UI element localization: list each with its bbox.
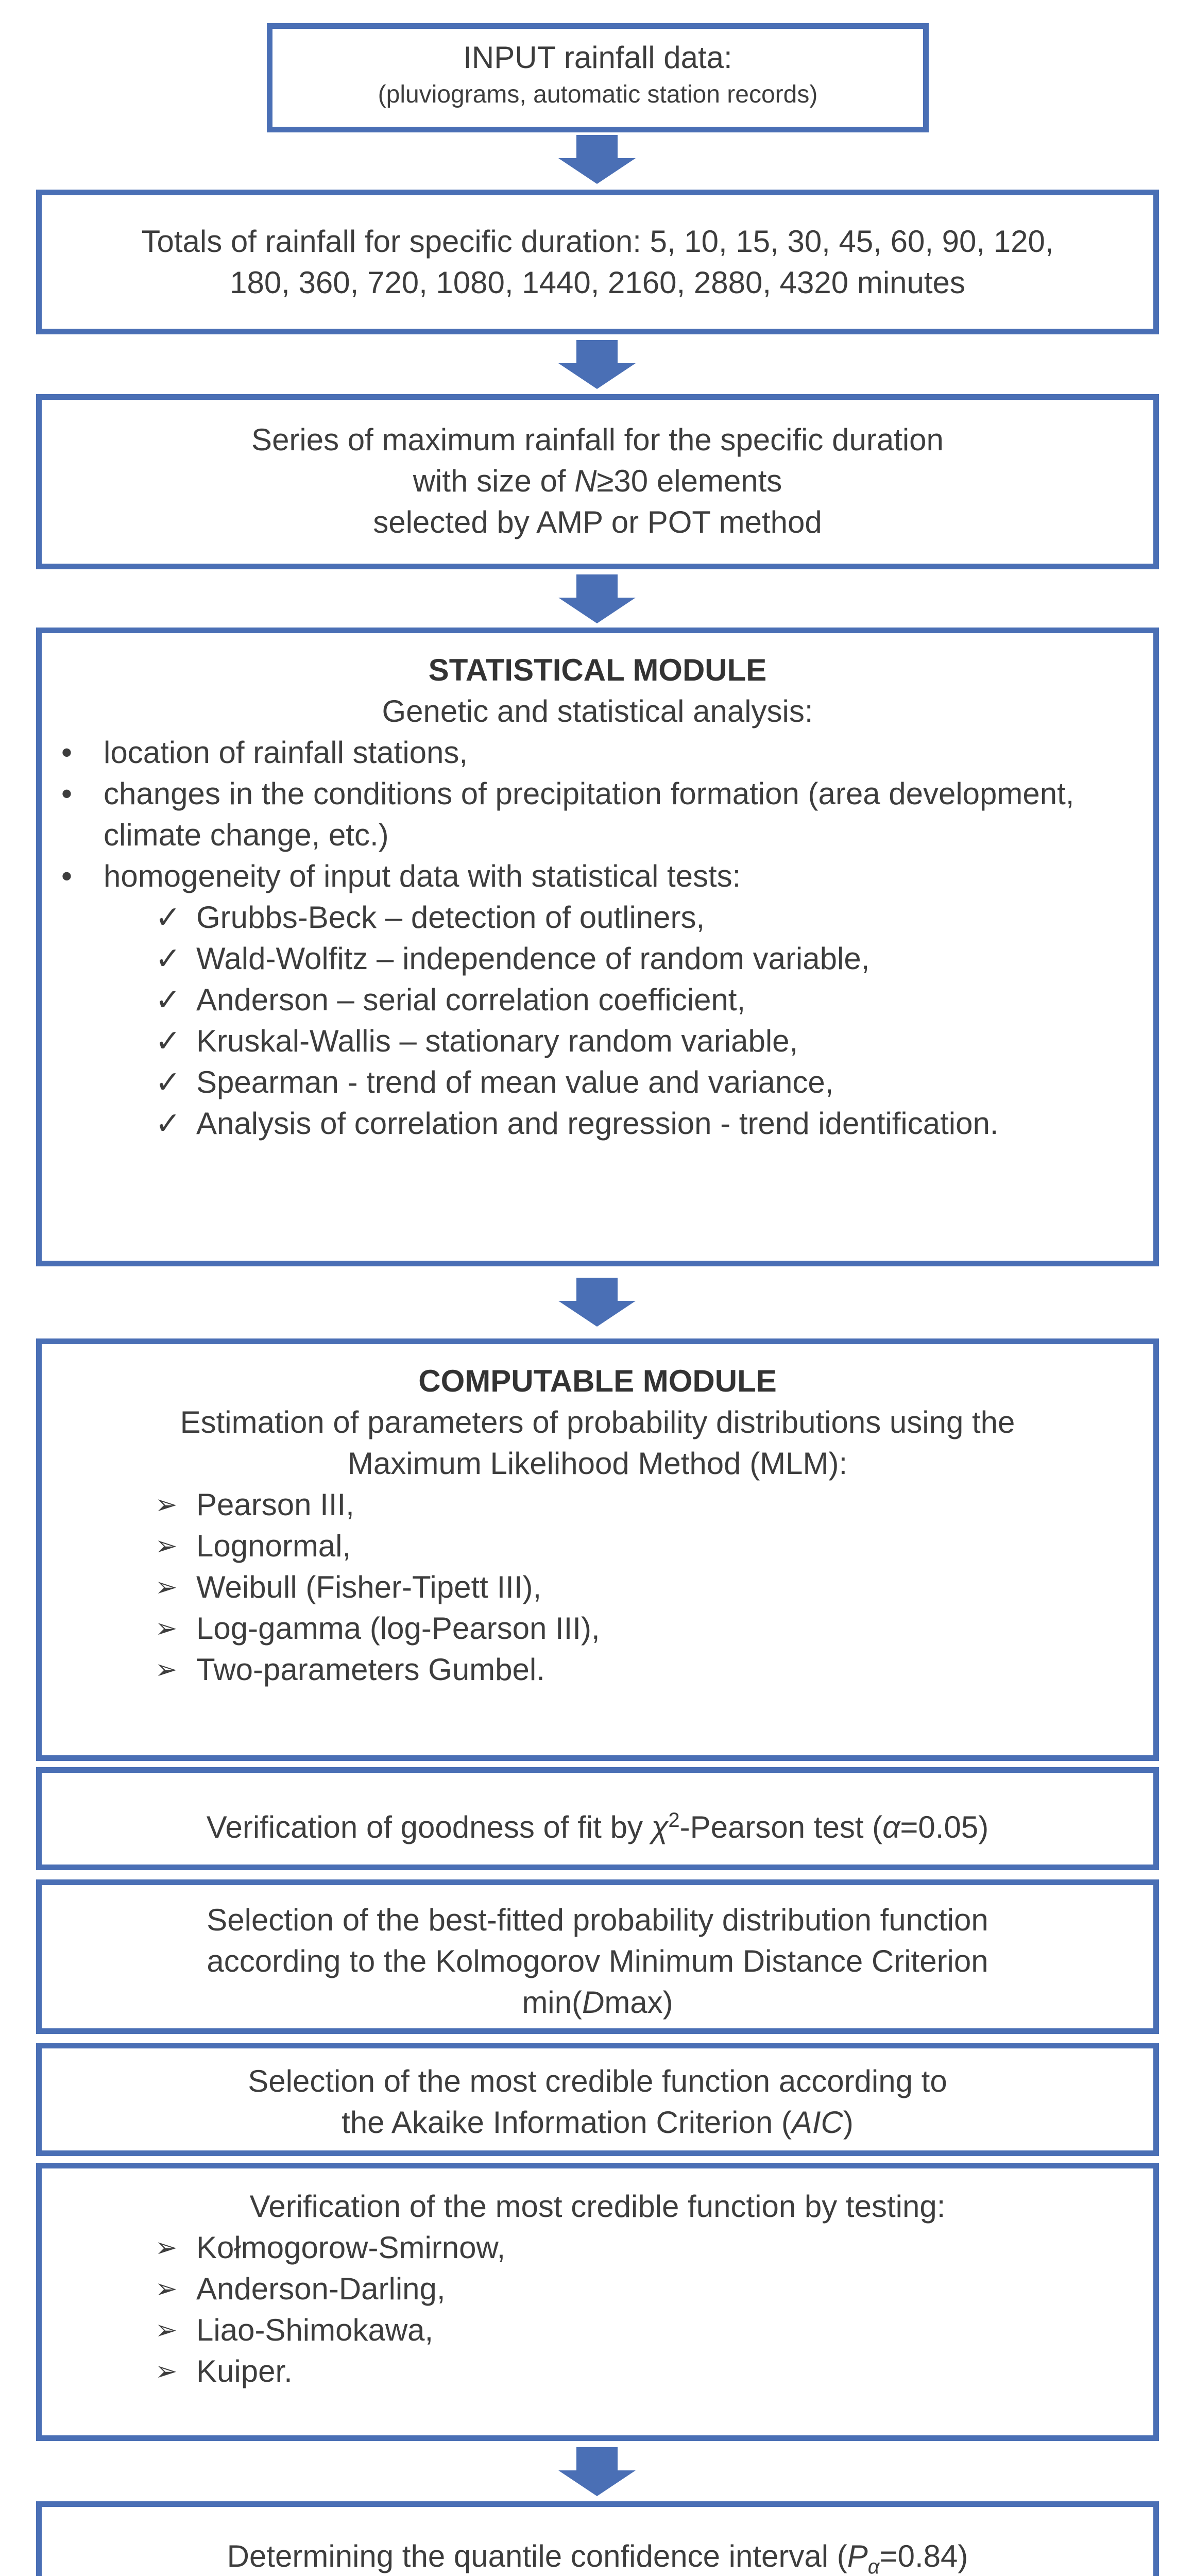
verification-text: Kuiper. [196, 2354, 293, 2388]
credible-var-aic: AIC [791, 2105, 843, 2140]
distribution-list [42, 1484, 1153, 1690]
input-subtitle: (pluviograms, automatic station records) [378, 81, 818, 108]
verification-title: Verification of the most credible function by testing: [249, 2189, 946, 2224]
distribution-text: Weibull (Fisher-Tipett III), [196, 1570, 542, 1604]
arrowhead-bullet-icon: ➢ [155, 1572, 178, 1602]
goodness-post: =0.05) [900, 1810, 989, 1844]
goodness-mid: -Pearson test ( [679, 1810, 883, 1844]
distribution-item [42, 1484, 1153, 1526]
quantile-var-p: P [847, 2539, 868, 2573]
check-icon: ✓ [155, 1024, 181, 1058]
check-icon: ✓ [155, 1106, 181, 1141]
bullet-icon: • [61, 859, 73, 893]
input-title: INPUT rainfall data: [463, 40, 732, 75]
bullet-icon: • [61, 776, 73, 811]
bullet-text: homogeneity of input data with statistical tests: [104, 859, 741, 893]
credible-function-box [36, 2043, 1159, 2156]
series-line-2-post: ≥30 elements [596, 464, 782, 498]
statistical-tests [42, 897, 1153, 1144]
bullet-text: location of rainfall stations, [104, 735, 468, 770]
down-arrow-icon [558, 340, 636, 389]
quantile-post: =0.84) [879, 2539, 968, 2573]
series-box [36, 394, 1159, 569]
computable-line-1: Estimation of parameters of probability distributions using the [180, 1405, 1015, 1439]
check-icon: ✓ [155, 941, 181, 976]
totals-line-1: Totals of rainfall for specific duration: 5, 10, 15, 30, 45, 60, 90, 120, [141, 224, 1054, 259]
distribution-text: Log-gamma (log-Pearson III), [196, 1611, 600, 1646]
arrowhead-bullet-icon: ➢ [155, 2233, 178, 2263]
series-line-1: Series of maximum rainfall for the specific duration [251, 422, 944, 457]
best-fit-line-2: according to the Kolmogorov Minimum Distance Criterion [207, 1944, 988, 1978]
arrowhead-bullet-icon: ➢ [155, 1655, 178, 1685]
goodness-of-fit-text [42, 1800, 1153, 1848]
statistical-module-subtitle: Genetic and statistical analysis: [382, 694, 813, 728]
quantile-pre: Determining the quantile confidence interval ( [227, 2539, 847, 2573]
computable-module-box [36, 1338, 1159, 1761]
distribution-item [42, 1649, 1153, 1690]
down-arrow-icon [558, 574, 636, 623]
input-box [267, 23, 929, 132]
best-fit-box [36, 1879, 1159, 2034]
check-item [42, 938, 1153, 979]
verification-text: Anderson-Darling, [196, 2272, 446, 2306]
bullet-item [42, 856, 1153, 897]
check-text: Grubbs-Beck – detection of outliners, [196, 900, 705, 935]
check-icon: ✓ [155, 982, 181, 1017]
check-text: Wald-Wolfitz – independence of random variable, [196, 941, 870, 976]
best-fit-line-3-pre: min( [522, 1985, 582, 2020]
series-line-2-pre: with size of [413, 464, 575, 498]
verification-item [42, 2310, 1153, 2351]
series-line-3: selected by AMP or POT method [373, 505, 822, 539]
distribution-text: Lognormal, [196, 1529, 351, 1563]
quantile-text [42, 2536, 1153, 2576]
distribution-text: Two-parameters Gumbel. [196, 1652, 545, 1687]
check-text: Anderson – serial correlation coefficient, [196, 982, 746, 1017]
computable-module-title: COMPUTABLE MODULE [418, 1364, 777, 1398]
statistical-module-title: STATISTICAL MODULE [428, 653, 767, 687]
bullet-item [42, 773, 1153, 856]
totals-box [36, 190, 1159, 334]
verification-box [36, 2163, 1159, 2441]
down-arrow-icon [558, 2447, 636, 2496]
check-item [42, 897, 1153, 938]
check-item [42, 1062, 1153, 1103]
check-item [42, 1103, 1153, 1144]
distribution-item [42, 1567, 1153, 1608]
check-text: Spearman - trend of mean value and variance, [196, 1065, 834, 1099]
check-text: Kruskal-Wallis – stationary random variable, [196, 1024, 798, 1058]
bullet-item [42, 732, 1153, 773]
statistical-module-box [36, 628, 1159, 1266]
totals-line-2: 180, 360, 720, 1080, 1440, 2160, 2880, 4320 minutes [230, 265, 965, 300]
alpha-symbol: α [882, 1810, 900, 1844]
quantile-subscript: α [867, 2555, 880, 2576]
verification-text: Kołmogorow-Smirnow, [196, 2230, 506, 2265]
credible-line-2-post: ) [843, 2105, 854, 2140]
check-text: Analysis of correlation and regression - trend identification. [196, 1106, 999, 1141]
series-line-2 [42, 461, 1153, 502]
arrowhead-bullet-icon: ➢ [155, 2274, 178, 2304]
credible-line-1: Selection of the most credible function according to [248, 2064, 947, 2098]
arrowhead-bullet-icon: ➢ [155, 1614, 178, 1643]
credible-line-2-pre: the Akaike Information Criterion ( [342, 2105, 792, 2140]
chi-exponent: 2 [668, 1809, 680, 1832]
goodness-of-fit-box [36, 1767, 1159, 1870]
arrowhead-bullet-icon: ➢ [155, 2315, 178, 2345]
check-item [42, 1021, 1153, 1062]
chi-symbol: χ [651, 1810, 669, 1844]
best-fit-var-d: D [582, 1985, 605, 2020]
distribution-text: Pearson III, [196, 1487, 354, 1522]
goodness-pre: Verification of goodness of fit by [206, 1810, 652, 1844]
verification-text: Liao-Shimokawa, [196, 2313, 434, 2347]
down-arrow-icon [558, 135, 636, 184]
check-icon: ✓ [155, 900, 181, 935]
arrowhead-bullet-icon: ➢ [155, 2357, 178, 2386]
distribution-item [42, 1526, 1153, 1567]
bullet-icon: • [61, 735, 73, 770]
check-icon: ✓ [155, 1065, 181, 1099]
bullet-text: changes in the conditions of precipitation formation (area development, climate change, etc.) [104, 776, 1074, 852]
distribution-item [42, 1608, 1153, 1649]
arrowhead-bullet-icon: ➢ [155, 1490, 178, 1520]
statistical-bullets [42, 732, 1153, 897]
check-item [42, 979, 1153, 1021]
series-var-n: N [574, 464, 597, 498]
computable-line-2: Maximum Likelihood Method (MLM): [347, 1446, 848, 1481]
best-fit-line-1: Selection of the best-fitted probability distribution function [207, 1903, 988, 1937]
best-fit-line-3-post: max) [604, 1985, 673, 2020]
verification-item [42, 2227, 1153, 2268]
best-fit-line-3 [42, 1982, 1153, 2023]
credible-line-2 [42, 2102, 1153, 2143]
verification-item [42, 2268, 1153, 2310]
arrowhead-bullet-icon: ➢ [155, 1531, 178, 1561]
verification-tests [42, 2227, 1153, 2392]
verification-item [42, 2351, 1153, 2392]
down-arrow-icon [558, 1278, 636, 1327]
quantile-box [36, 2501, 1159, 2576]
